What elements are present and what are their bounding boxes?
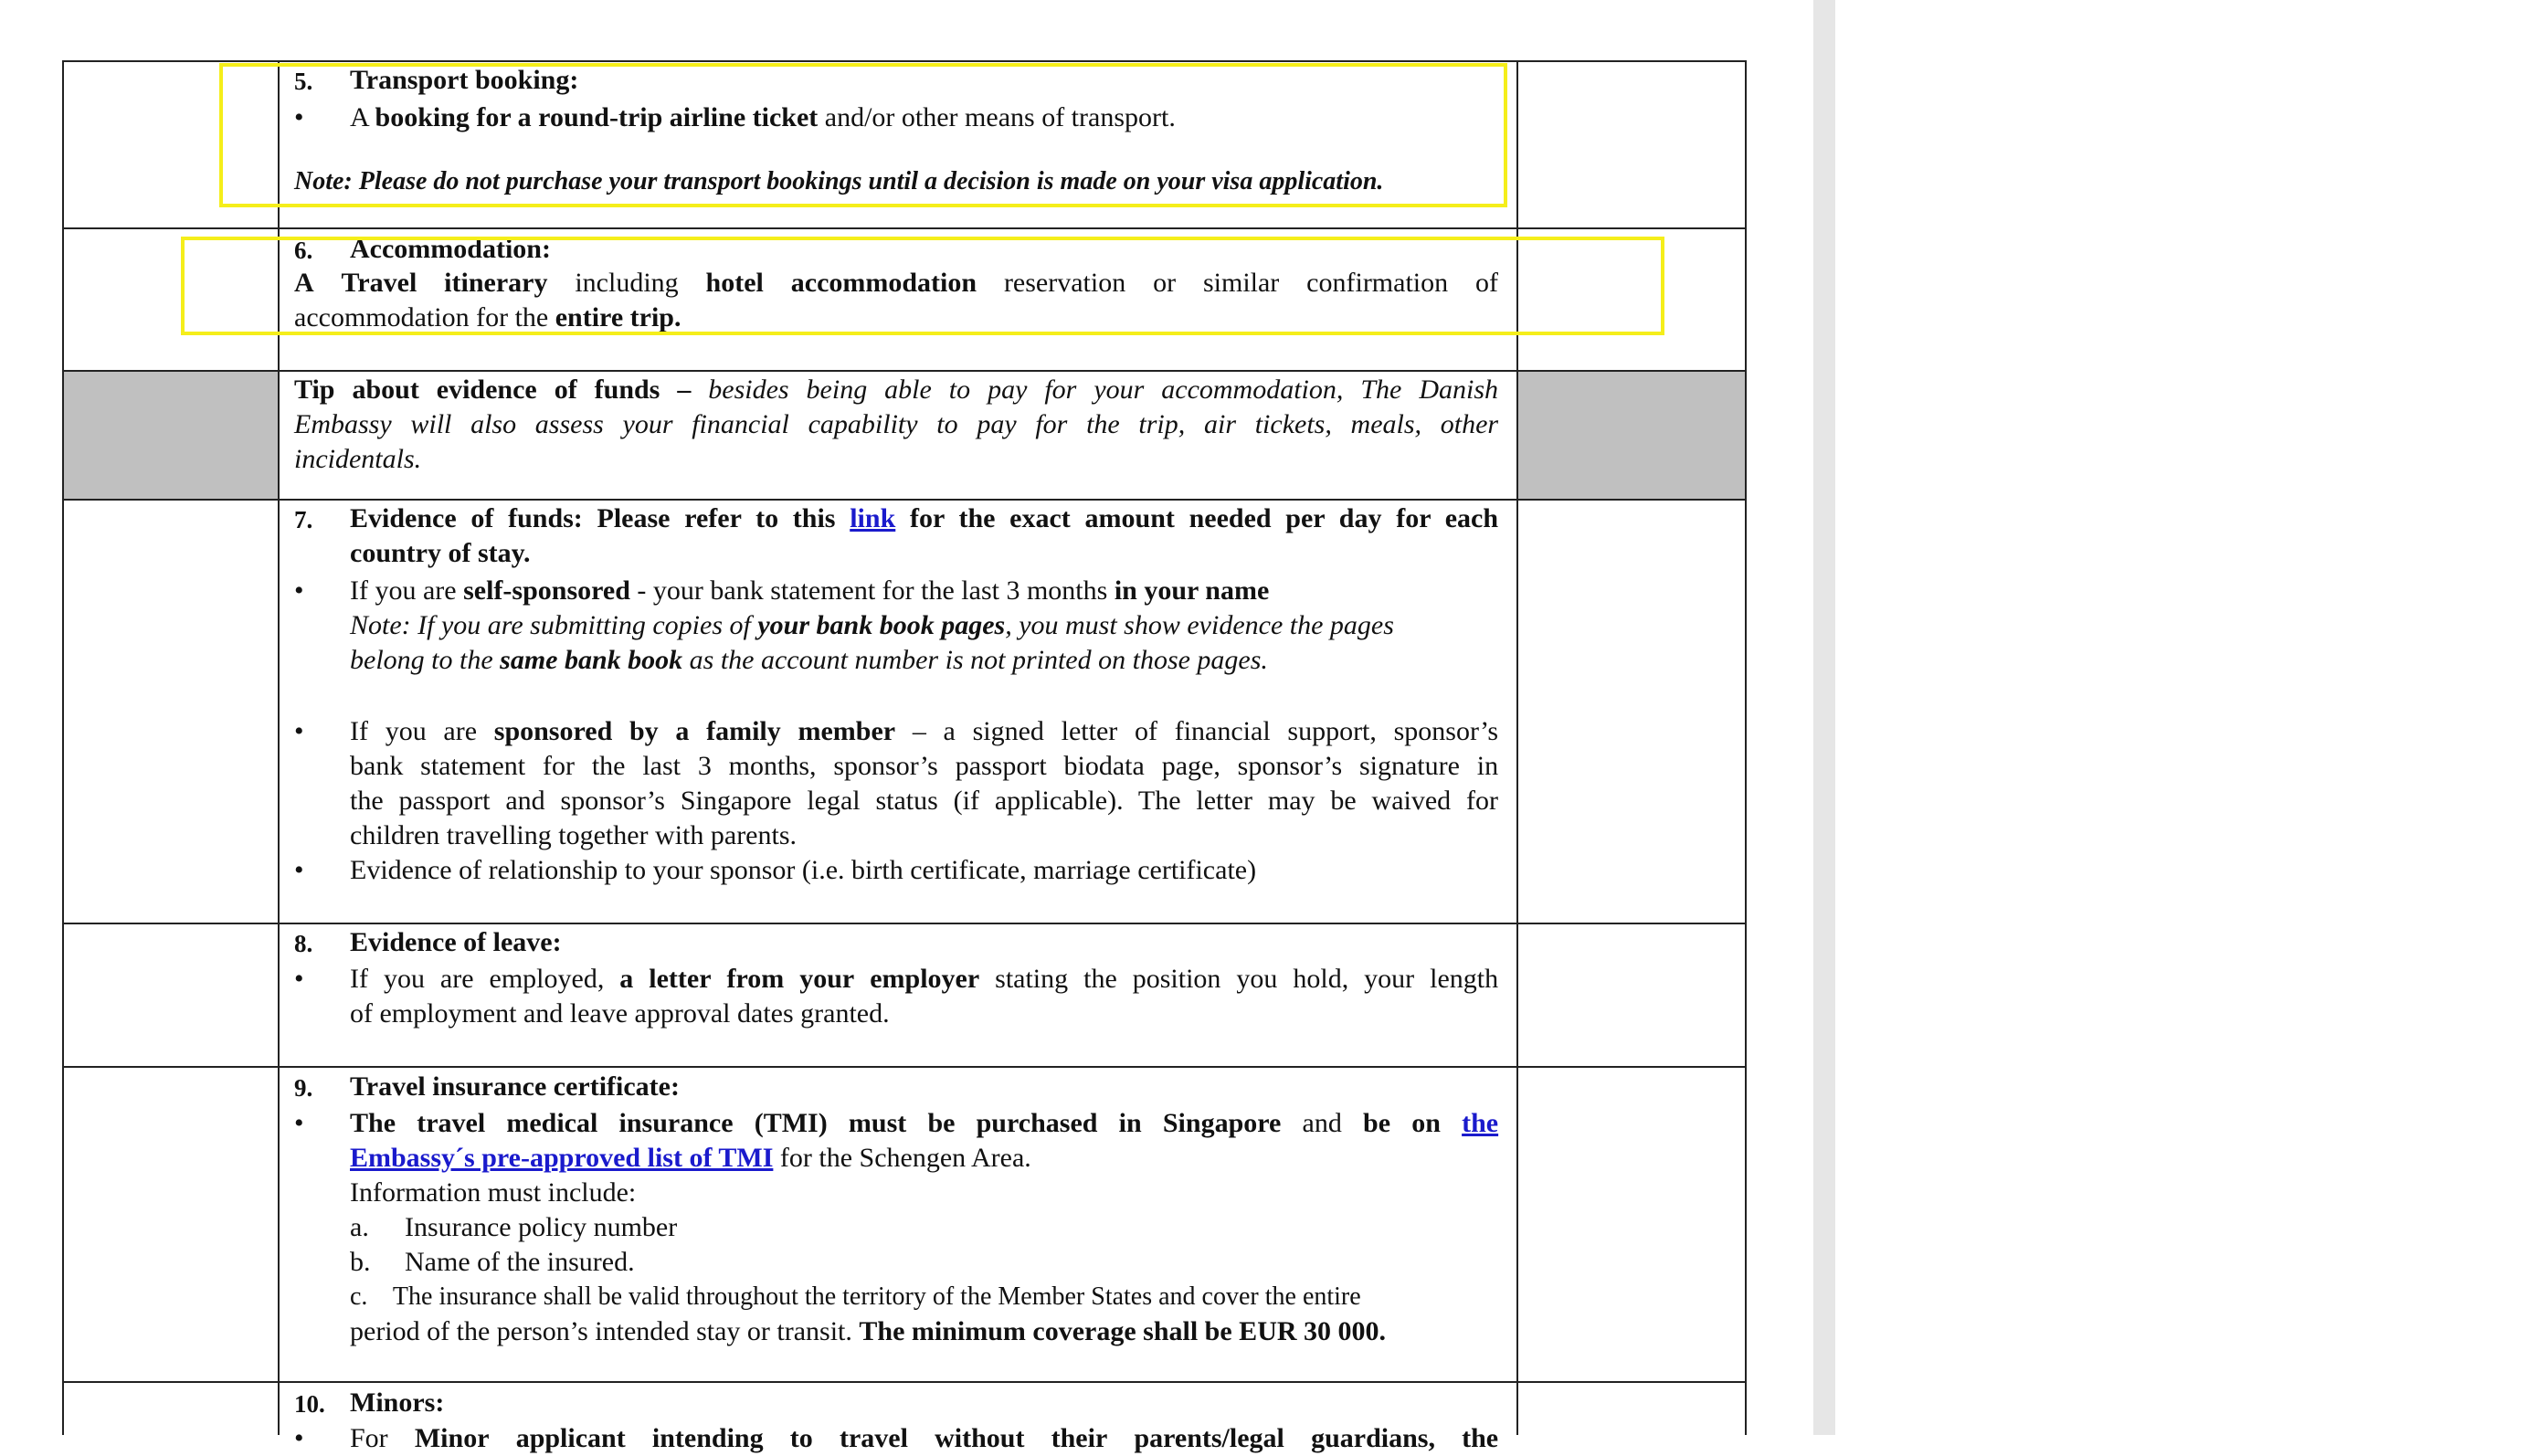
bullet-text-line: bank statement for the last 3 months, sponsor’s passport biodata page, sponsor’s signature in xyxy=(350,751,1499,781)
paragraph-line: Embassy will also assess your financial capability to pay for the trip, air tickets, meals, other xyxy=(294,409,1499,439)
info-line: Information must include: xyxy=(350,1177,637,1208)
list-label-a: a. xyxy=(350,1212,369,1242)
list-item-c-cont: period of the person’s intended stay or transit. The minimum coverage shall be EUR 30 000. xyxy=(350,1316,1387,1346)
item-number: 9. xyxy=(294,1074,313,1102)
highlight-box-transport xyxy=(219,63,1507,207)
table-border-left xyxy=(62,60,64,1435)
bullet-text-line: the passport and sponsor’s Singapore legal status (if applicable). The letter may be waived for xyxy=(350,786,1499,816)
row-divider-6-tip xyxy=(63,370,1746,372)
funds-link[interactable]: link xyxy=(850,503,896,533)
bullet: • xyxy=(294,1423,304,1453)
item-number: 5. xyxy=(294,68,313,95)
bullet: • xyxy=(294,1108,304,1138)
tmi-list-link[interactable]: the xyxy=(1462,1108,1499,1138)
bullet: • xyxy=(294,575,304,606)
row-divider-8-9 xyxy=(63,1066,1746,1068)
table-border-top xyxy=(63,60,1746,62)
bullet-text-line: The travel medical insurance (TMI) must be purchased in Singapore and be on the xyxy=(350,1108,1499,1138)
list-item-c: c. The insurance shall be valid throughout the territory of the Member States and cover the entire xyxy=(350,1282,1361,1311)
bullet: • xyxy=(294,964,304,994)
bullet-text-line: If you are employed, a letter from your employer stating the position you hold, your length xyxy=(350,964,1499,994)
list-item-b: Name of the insured. xyxy=(405,1247,635,1277)
paragraph-line: incidentals. xyxy=(294,444,422,474)
note-line: belong to the same bank book as the account number is not printed on those pages. xyxy=(350,645,1268,675)
highlight-box-accommodation xyxy=(181,237,1664,335)
item-number: 7. xyxy=(294,506,313,533)
bullet-text-line: Embassy´s pre-approved list of TMI for the Schengen Area. xyxy=(350,1143,1031,1173)
bullet-text-line: For Minor applicant intending to travel without their parents/legal guardians, the xyxy=(350,1423,1499,1453)
section-heading-cont: country of stay. xyxy=(350,538,531,568)
paragraph-line: Tip about evidence of funds – besides being able to pay for your accommodation, The Danish xyxy=(294,375,1498,405)
note-line: Note: If you are submitting copies of your bank book pages, you must show evidence the pages xyxy=(350,610,1394,640)
side-panel xyxy=(1835,0,2525,1435)
bullet-text-line: of employment and leave approval dates granted. xyxy=(350,998,890,1029)
bullet-text: A booking for a round-trip airline ticket and/or other means of transport. xyxy=(350,102,1176,132)
table-border-right xyxy=(1745,60,1747,1435)
tmi-list-link-cont[interactable]: Embassy´s pre-approved list of TMI xyxy=(350,1143,774,1173)
row-divider-9-10 xyxy=(63,1381,1746,1383)
tip-shade-left xyxy=(64,371,279,499)
bullet-text-line: children travelling together with parents. xyxy=(350,820,798,850)
bullet: • xyxy=(294,716,304,746)
bullet: • xyxy=(294,855,304,885)
bullet-text-line: If you are sponsored by a family member – a signed letter of financial support, sponsor’s xyxy=(350,716,1499,746)
paragraph-line: accommodation for the entire trip. xyxy=(294,302,681,332)
bullet-text: Evidence of relationship to your sponsor (i.e. birth certificate, marriage certificate) xyxy=(350,855,1257,885)
list-label-b: b. xyxy=(350,1247,371,1277)
section-heading: Accommodation: xyxy=(350,234,551,264)
bullet-text: If you are self-sponsored - your bank statement for the last 3 months in your name xyxy=(350,575,1270,606)
list-item-a: Insurance policy number xyxy=(405,1212,678,1242)
section-heading: Minors: xyxy=(350,1387,445,1418)
bullet: • xyxy=(294,102,304,132)
section-heading: Transport booking: xyxy=(350,65,579,95)
note-text: Note: Please do not purchase your transport bookings until a decision is made on your visa application. xyxy=(294,167,1384,195)
row-divider-7-8 xyxy=(63,923,1746,924)
row-divider-tip-7 xyxy=(63,499,1746,501)
section-heading: Travel insurance certificate: xyxy=(350,1071,680,1102)
item-number: 8. xyxy=(294,930,313,957)
item-number: 10. xyxy=(294,1390,325,1418)
item-number: 6. xyxy=(294,237,313,264)
scrollbar-track[interactable] xyxy=(1813,0,1835,1435)
section-heading: Evidence of leave: xyxy=(350,927,562,957)
row-divider-5-6 xyxy=(63,227,1746,229)
paragraph-line: A Travel itinerary including hotel accommodation reservation or similar confirmation of xyxy=(294,268,1498,298)
section-heading: Evidence of funds: Please refer to this link for the exact amount needed per day for each xyxy=(350,503,1499,533)
tip-shade-right xyxy=(1518,371,1746,499)
